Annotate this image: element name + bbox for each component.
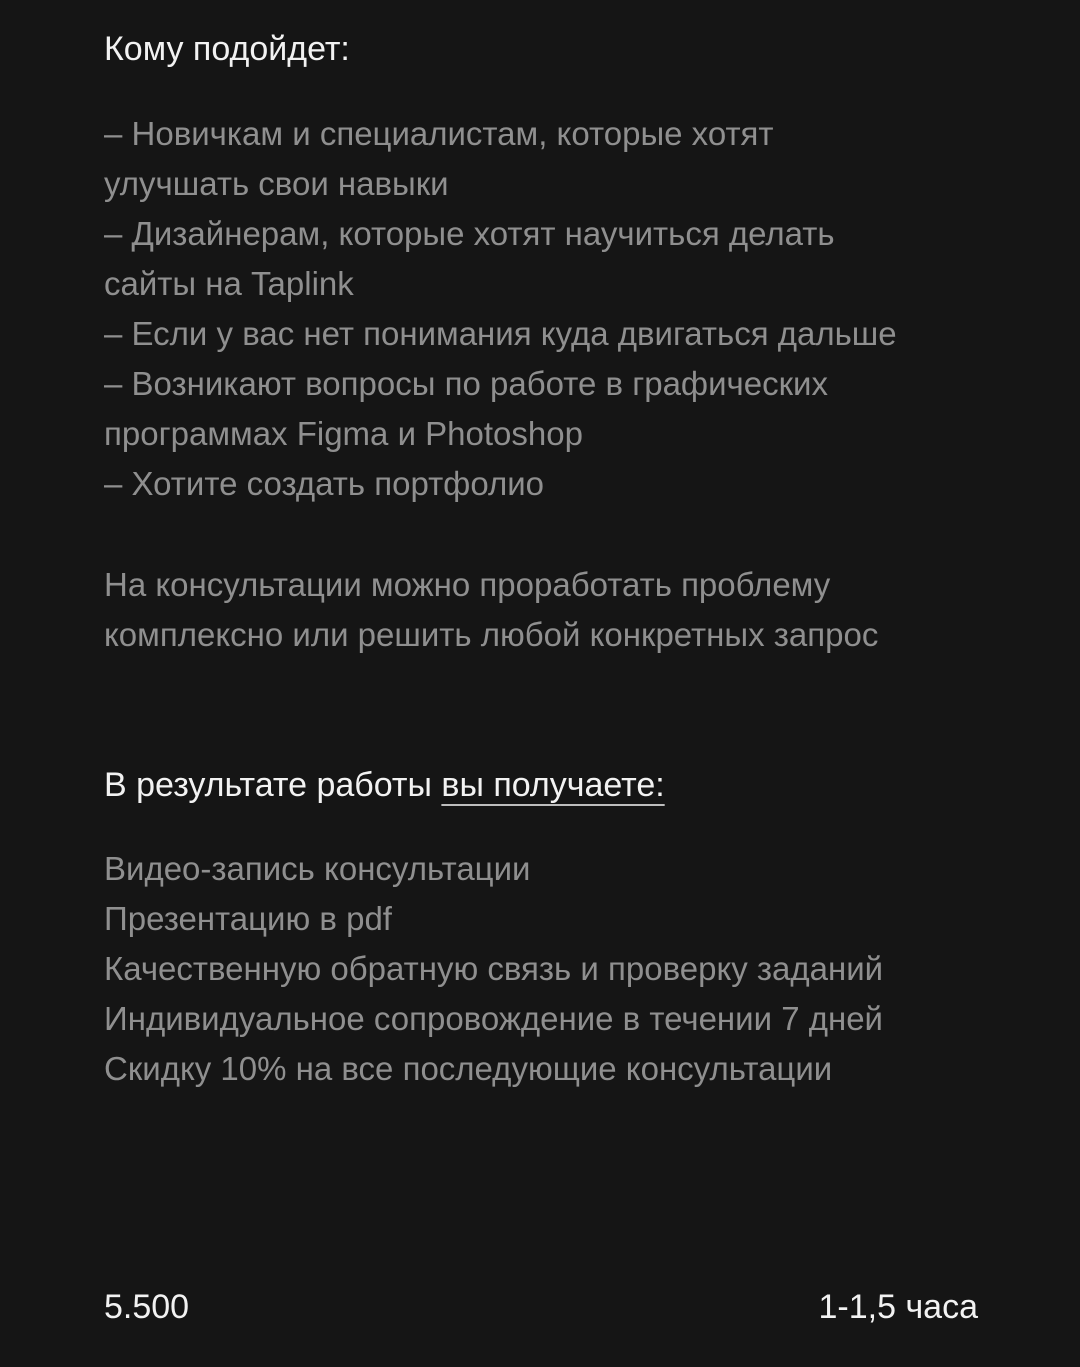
results-heading-link[interactable]: вы получаете: — [441, 766, 665, 804]
audience-line: – Новичкам и специалистам, которые хотят — [104, 115, 774, 152]
note-line: На консультации можно проработать проблему — [104, 566, 831, 603]
results-list — [104, 844, 883, 1094]
result-item: Презентацию в pdf — [104, 900, 392, 937]
audience-line: улучшать свои навыки — [104, 165, 449, 202]
audience-line: – Если у вас нет понимания куда двигаться дальше — [104, 315, 897, 352]
result-item: Индивидуальное сопровождение в течении 7 дней — [104, 1000, 883, 1037]
audience-line: – Хотите создать портфолио — [104, 465, 545, 502]
audience-line: – Дизайнерам, которые хотят научиться делать — [104, 215, 835, 252]
audience-line: программах Figma и Photoshop — [104, 415, 583, 452]
results-heading-prefix: В результате работы — [104, 766, 442, 804]
duration: 1-1,5 часа — [818, 1288, 978, 1326]
result-item: Качественную обратную связь и проверку заданий — [104, 950, 884, 987]
audience-line: сайты на Taplink — [104, 265, 354, 302]
consultation-note — [104, 560, 878, 660]
result-item: Видео-запись консультации — [104, 850, 531, 887]
result-item: Скидку 10% на все последующие консультации — [104, 1050, 833, 1087]
audience-line: – Возникают вопросы по работе в графических — [104, 365, 828, 402]
audience-list — [104, 109, 897, 509]
price: 5.500 — [104, 1288, 190, 1326]
results-heading — [104, 760, 665, 810]
note-line: комплексно или решить любой конкретных запрос — [104, 616, 879, 653]
audience-heading: Кому подойдет: — [104, 30, 350, 68]
